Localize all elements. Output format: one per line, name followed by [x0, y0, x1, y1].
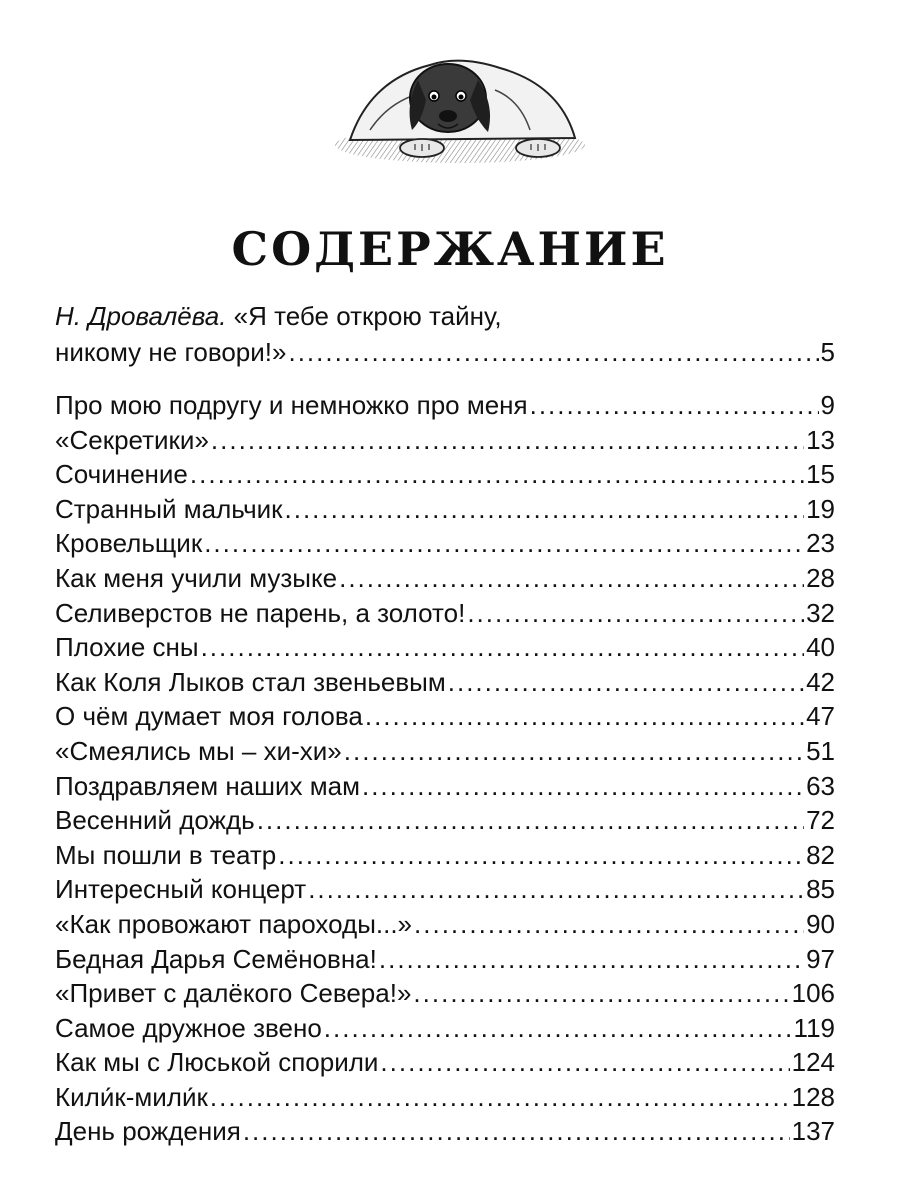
intro-line-1 [55, 298, 835, 334]
leader-dots [278, 838, 804, 873]
toc-title: Как мы с Люськой спорили [55, 1047, 379, 1078]
toc-title: Весенний дождь [55, 805, 255, 836]
leader-dots [413, 976, 789, 1011]
toc-entry [55, 734, 835, 769]
intro-line-2 [55, 334, 835, 370]
leader-dots [204, 526, 804, 561]
toc-title: Кили́к-мили́к [55, 1081, 208, 1112]
leader-dots [288, 334, 818, 370]
toc-entry [55, 665, 835, 700]
toc-title: Селиверстов не парень, а золото! [55, 597, 466, 628]
leader-dots [190, 457, 804, 492]
toc-page: 97 [806, 943, 835, 974]
toc-entry [55, 976, 835, 1011]
leader-dots [365, 699, 804, 734]
toc-entry [55, 942, 835, 977]
toc-entry [55, 630, 835, 665]
toc-page: 90 [806, 908, 835, 939]
leader-dots [308, 872, 804, 907]
leader-dots [201, 630, 805, 665]
leader-dots [339, 561, 804, 596]
toc-page: 19 [806, 493, 835, 524]
toc-page: 13 [806, 424, 835, 455]
intro-title-2: никому не говори!» [55, 337, 287, 367]
toc-entry [55, 388, 835, 423]
leader-dots [257, 803, 804, 838]
toc-title: Бедная Дарья Семёновна! [55, 943, 377, 974]
toc-page: 82 [806, 839, 835, 870]
toc-title: Странный мальчик [55, 493, 283, 524]
toc-page: 42 [806, 666, 835, 697]
leader-dots [379, 942, 804, 977]
toc-page: 124 [791, 1047, 835, 1078]
toc-entry [55, 457, 835, 492]
toc-entry [55, 803, 835, 838]
intro-author: Н. Дровалёва. [55, 301, 227, 331]
toc-entry [55, 769, 835, 804]
toc-page: 63 [806, 770, 835, 801]
leader-dots [448, 665, 804, 700]
intro-page: 5 [820, 337, 835, 367]
toc-page: 15 [806, 459, 835, 490]
toc-title: «Смеялись мы – хи-хи» [55, 735, 342, 766]
leader-dots [211, 423, 804, 458]
toc-entry [55, 526, 835, 561]
toc-page: 32 [806, 597, 835, 628]
toc-entry [55, 907, 835, 942]
toc-entry [55, 699, 835, 734]
toc-page: 40 [806, 632, 835, 663]
leader-dots [530, 388, 819, 423]
toc-page: 28 [806, 562, 835, 593]
toc-list [55, 388, 835, 1149]
toc-page: 128 [791, 1081, 835, 1112]
toc-entry [55, 1011, 835, 1046]
toc-entry [55, 561, 835, 596]
toc-title: Сочинение [55, 459, 188, 490]
toc-entry [55, 1080, 835, 1115]
toc-title: Про мою подругу и немножко про меня [55, 390, 528, 420]
toc-entry [55, 1114, 835, 1149]
toc-title: О чём думает моя голова [55, 701, 363, 732]
toc-entry [55, 838, 835, 873]
toc-title: «Секретики» [55, 424, 209, 455]
toc-entry [55, 492, 835, 527]
toc-entry [55, 872, 835, 907]
toc-title: День рождения [55, 1116, 241, 1147]
leader-dots [344, 734, 804, 769]
contents-heading: СОДЕРЖАНИЕ [231, 222, 669, 276]
leader-dots [414, 907, 804, 942]
toc-title: Кровельщик [55, 528, 203, 559]
toc-title: Мы пошли в театр [55, 839, 277, 870]
toc-page: 137 [791, 1116, 835, 1147]
toc-entry [55, 596, 835, 631]
intro-title-1: «Я тебе открою тайну, [233, 301, 502, 331]
toc-page: 23 [806, 528, 835, 559]
toc-entry [55, 1045, 835, 1080]
leader-dots [210, 1080, 790, 1115]
leader-dots [362, 769, 804, 804]
toc-title: «Как провожают пароходы...» [55, 908, 413, 939]
toc-title: Самое дружное звено [55, 1012, 322, 1043]
toc-page: 85 [806, 874, 835, 905]
toc-title: Как меня учили музыке [55, 562, 338, 593]
leader-dots [243, 1114, 790, 1149]
leader-dots [324, 1011, 792, 1046]
leader-dots [380, 1045, 789, 1080]
toc-page: 119 [793, 1012, 835, 1043]
toc-page: 106 [791, 978, 835, 1009]
intro-entry [55, 298, 835, 370]
toc-page: 47 [806, 701, 835, 732]
toc-page: 51 [806, 735, 835, 766]
toc-title: «Привет с далёкого Севера!» [55, 978, 412, 1009]
toc-entry [55, 423, 835, 458]
leader-dots [467, 596, 804, 631]
toc-title: Плохие сны [55, 632, 199, 663]
toc-page: 72 [806, 805, 835, 836]
toc-title: Поздравляем наших мам [55, 770, 360, 801]
leader-dots [285, 492, 805, 527]
toc-title: Как Коля Лыков стал звеньевым [55, 666, 446, 697]
toc-title: Интересный концерт [55, 874, 307, 905]
toc-page: 9 [820, 390, 835, 420]
dog-illustration [330, 20, 590, 170]
